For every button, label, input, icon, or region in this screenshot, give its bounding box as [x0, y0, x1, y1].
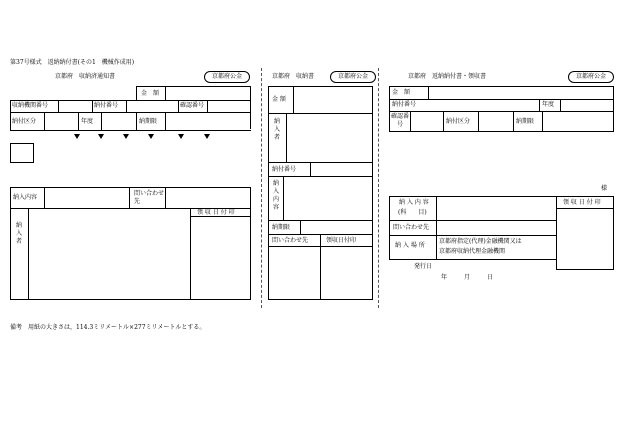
- section3-due-date-label: 納期限: [516, 118, 535, 125]
- section3-title: 京都府 返納納付書・領収書: [408, 73, 487, 80]
- cut-mark-icon: [148, 134, 154, 139]
- section3-amount-label: 金 額: [392, 89, 411, 96]
- section3-date-day: 日: [487, 274, 494, 281]
- section2-inquiries-label: 問い合わせ先: [272, 237, 309, 244]
- ocr-mark-box: [10, 143, 34, 163]
- section2-amount-label: 金 額: [272, 96, 286, 103]
- section3-payment-details-label: 納 入 内 容: [399, 199, 429, 206]
- section3-payment-place-label: 納 入 場 所: [395, 242, 425, 249]
- section2-payer-label: 納入者: [273, 118, 280, 141]
- perforation-line: [378, 68, 379, 308]
- section1-receipt-stamp-label: 領 収 日 付 印: [197, 209, 235, 216]
- section1-due-date-label: 納期限: [139, 118, 158, 125]
- section2-payment-number-label: 納付番号: [272, 166, 297, 173]
- section1-fiscal-year-label: 年度: [81, 118, 94, 125]
- footnote: 備考 用紙の大きさは，114.3ミリメートル×277ミリメートルとする。: [10, 324, 206, 331]
- section1-inquiries-label: 問い合わせ先: [134, 190, 165, 205]
- section2-receipt-stamp-label: 領収日付印: [326, 237, 357, 244]
- section3-date-month: 月: [464, 274, 471, 281]
- section3-payment-place-value-2: 京都府収納代理金融機関: [439, 248, 506, 255]
- form-number: 第37号様式 返納納付書(その1 機械作成用): [10, 59, 135, 66]
- section1-confirmation-number-label: 確認番号: [180, 102, 205, 109]
- section1-payment-details-label: 納入内容: [13, 194, 38, 201]
- section1-institution-number-label: 収納機関番号: [12, 102, 49, 109]
- section3-payment-place-value-1: 京都府指定(代理)金融機関又は: [439, 238, 522, 245]
- section3-payment-category-label: 納付区分: [446, 118, 471, 125]
- cut-mark-icon: [204, 134, 210, 139]
- section3-honorific: 様: [601, 185, 608, 192]
- section3-payment-number-label: 納付番号: [392, 101, 417, 108]
- cut-mark-icon: [98, 134, 104, 139]
- section1-amount-label: 金 額: [141, 90, 160, 97]
- section2-title: 京都府 収納書: [272, 73, 315, 80]
- section1-stamp: 京都府公金: [204, 71, 250, 83]
- section2-payment-details-label: 納入内容: [272, 180, 279, 211]
- section2-due-date-label: 納期限: [272, 224, 291, 231]
- section3-date-year: 年: [441, 274, 448, 281]
- section3-inquiries-label: 問い合わせ先: [393, 224, 430, 231]
- section3-issue-date-label: 発行日: [414, 263, 433, 270]
- cut-mark-icon: [74, 134, 80, 139]
- perforation-line: [261, 68, 262, 308]
- section1-title: 京都府 収納済通知書: [55, 73, 116, 80]
- cut-mark-icon: [123, 134, 129, 139]
- section1-payer-label: 納入者: [15, 222, 22, 245]
- section3-fiscal-year-label: 年度: [542, 101, 555, 108]
- section3-confirmation-number-label: 確認番号: [391, 113, 410, 128]
- section3-stamp: 京都府公金: [568, 71, 614, 83]
- cut-mark-icon: [178, 134, 184, 139]
- section1-payment-number-label: 納付番号: [94, 102, 119, 109]
- section3-receipt-stamp-label: 領 収 日 付 印: [563, 199, 601, 206]
- section1-payment-category-label: 納付区分: [12, 118, 37, 125]
- section3-payment-details-sub: (科 目): [398, 209, 427, 216]
- section2-stamp: 京都府公金: [330, 71, 376, 83]
